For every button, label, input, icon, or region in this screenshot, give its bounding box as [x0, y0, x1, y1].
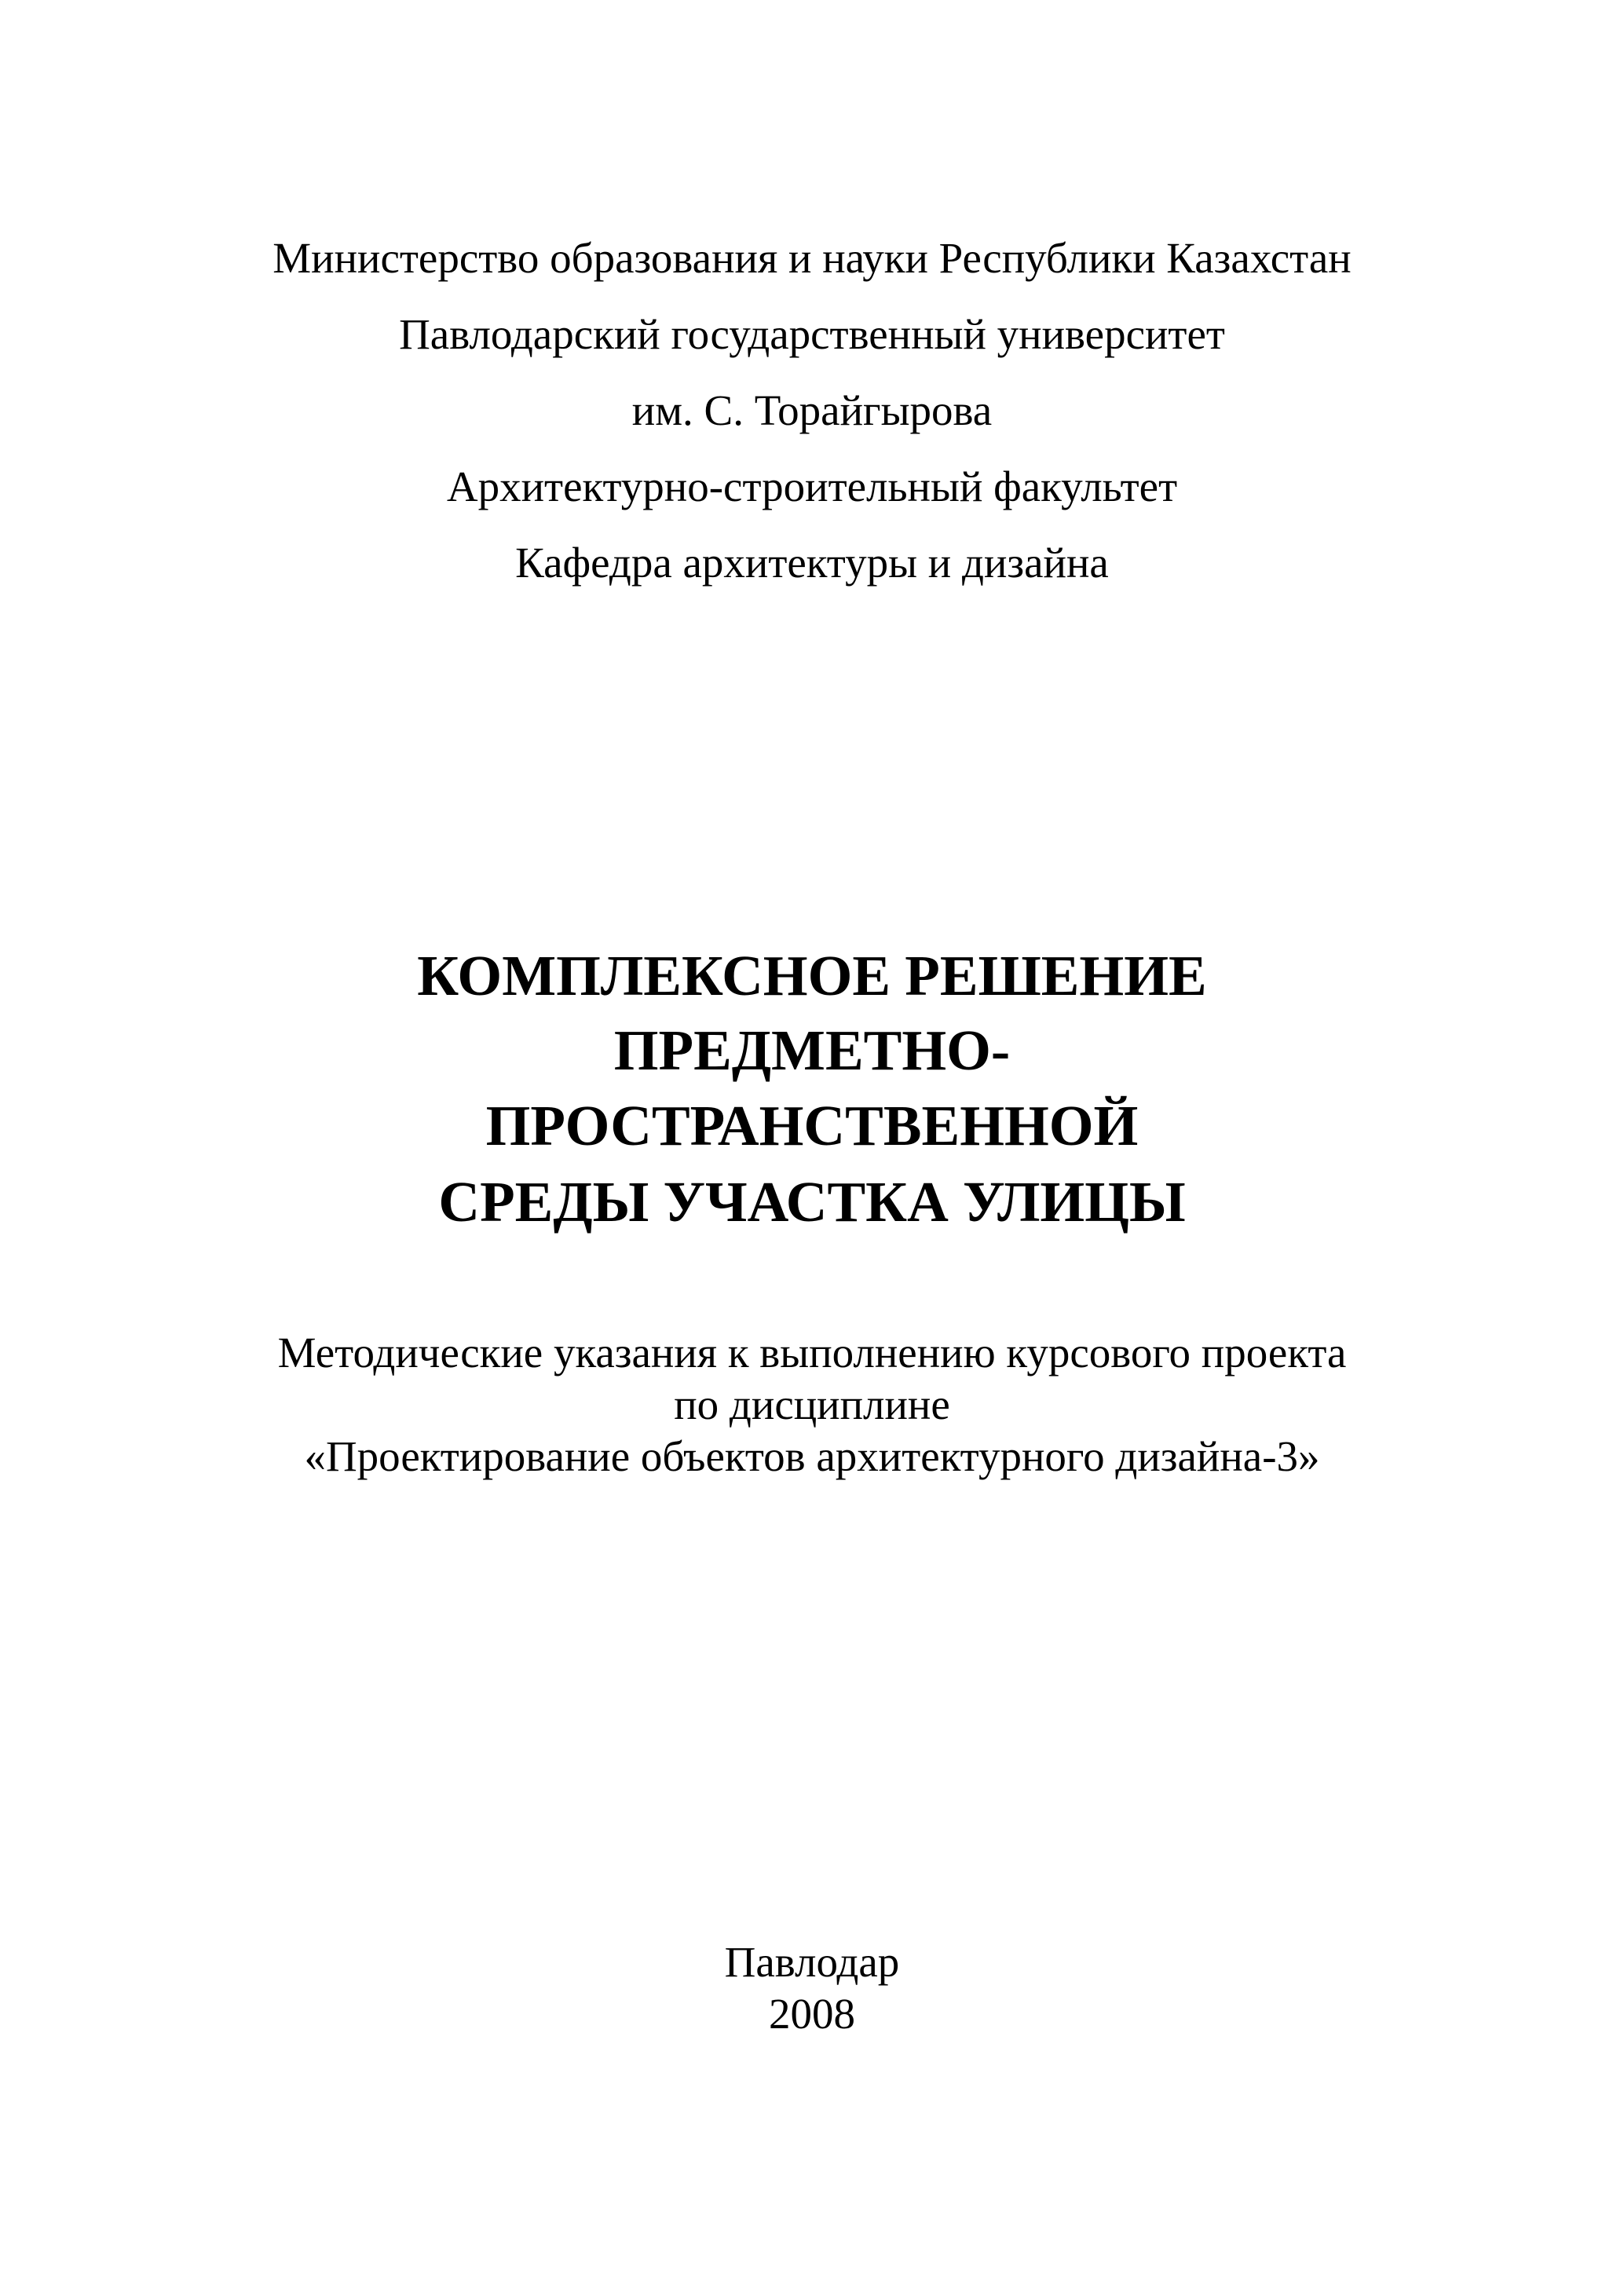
- title-line-4: СРЕДЫ УЧАСТКА УЛИЦЫ: [438, 1170, 1186, 1234]
- ministry-line: Министерство образования и науки Республики Казахстан: [272, 234, 1352, 282]
- subtitle-line-2: по дисциплине: [674, 1380, 950, 1428]
- title-line-2: ПРЕДМЕТНО-: [613, 1018, 1011, 1082]
- title-line-3: ПРОСТРАНСТВЕННОЙ: [485, 1094, 1139, 1157]
- title-line-1: КОМПЛЕКСНОЕ РЕШЕНИЕ: [417, 944, 1207, 1007]
- city-line: Павлодар: [724, 1938, 900, 1986]
- department-line: Кафедра архитектуры и дизайна: [515, 539, 1109, 587]
- university-line: Павлодарский государственный университет: [399, 310, 1225, 358]
- faculty-line: Архитектурно-строительный факультет: [446, 462, 1178, 510]
- subtitle-line-1: Методические указания к выполнению курсового проекта: [277, 1329, 1347, 1377]
- year-line: 2008: [769, 1990, 855, 2038]
- university-name-line: им. С. Торайгырова: [631, 386, 993, 434]
- subtitle-line-3: «Проектирование объектов архитектурного дизайна-3»: [304, 1432, 1320, 1480]
